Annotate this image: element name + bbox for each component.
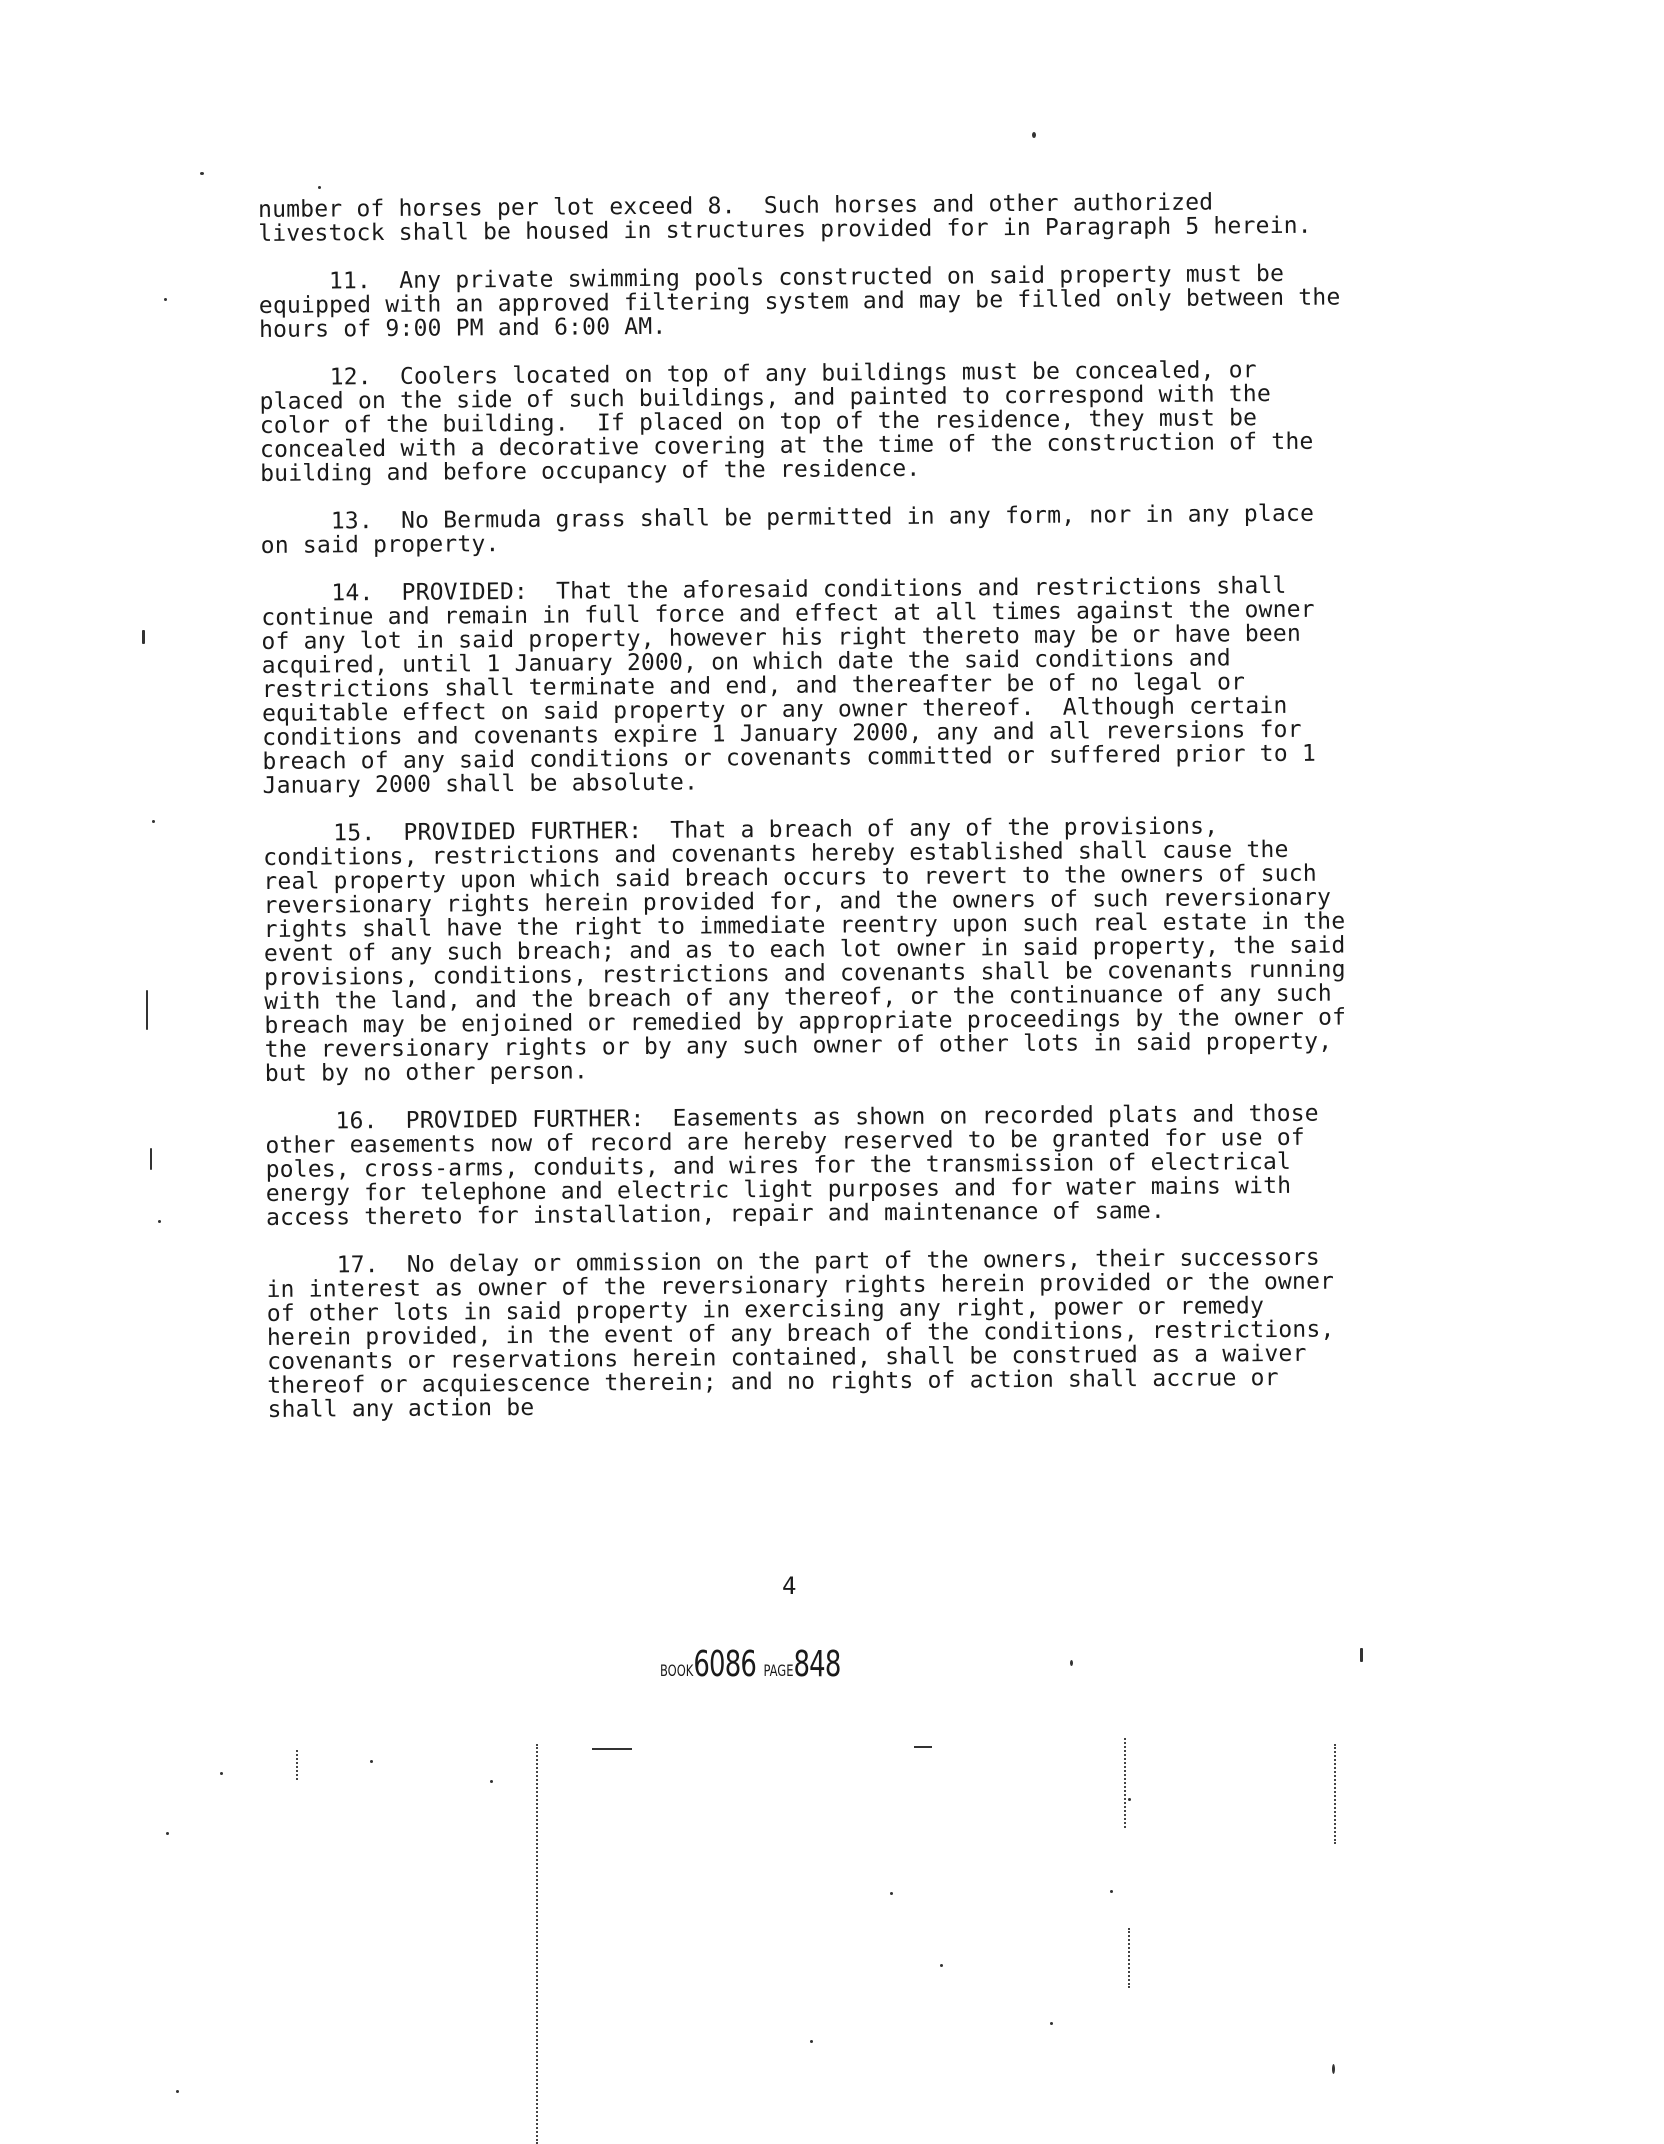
paragraph-13: 13. No Bermuda grass shall be permitted in any form, nor in any place on said property.	[260, 500, 1329, 559]
scan-speck	[146, 990, 148, 1030]
page-number: 4	[782, 1572, 797, 1600]
scan-speck	[592, 1748, 632, 1750]
scan-edge-line	[1334, 1744, 1338, 1844]
scan-edge-line	[1124, 1738, 1128, 1828]
paragraph-16: 16. PROVIDED FURTHER: Easements as shown on recorded plats and those other easements now of record are hereby reserved to be granted for use of poles, cross-arms, conduits, and wires for the transmission of electrical energy for telephone and electric light purposes and for water mains with access thereto for installation, repair and maintenance of same.	[265, 1100, 1333, 1231]
scan-speck	[200, 172, 204, 175]
scan-edge-line	[1128, 1928, 1132, 1988]
scan-speck	[370, 1760, 373, 1763]
document-body	[257, 189, 1361, 1446]
scan-speck	[318, 186, 321, 189]
scan-speck	[914, 1746, 932, 1748]
scan-speck	[150, 1148, 152, 1170]
scan-speck	[1110, 1890, 1113, 1893]
book-number: 6086	[693, 1644, 757, 1685]
paragraph-17: 17. No delay or ommission on the part of the owners, their successors in interest as owner of the reversionary rights herein provided or the owner of other lots in said property in exercising any right, power or remedy herein provided, in the event of any breach of the conditions, restrictions, covenants or reservations herein contained, shall be construed as a waiver thereof or acquiescence therein; and no rights of action shall accrue or shall any action be	[266, 1244, 1349, 1423]
scan-speck	[1128, 1798, 1131, 1801]
scan-speck	[490, 1780, 493, 1783]
scan-speck	[142, 630, 145, 644]
paragraph-continuation: number of horses per lot exceed 8. Such horses and other authorized livestock shall be housed in structures provided for in Paragraph 5 herein.	[257, 189, 1312, 247]
scan-speck	[1032, 132, 1036, 138]
scan-speck	[1070, 1660, 1073, 1666]
scan-speck	[176, 2090, 179, 2093]
scan-speck	[1360, 1648, 1363, 1662]
paragraph-15: 15. PROVIDED FURTHER: That a breach of any of the provisions, conditions, restrictions and covenants hereby established shall cause the real property upon which said breach occurs to revert to the owners of such reversionary rights herein provided for, and the owners of such reversionary rights shall have the right to immediate reentry upon such real estate in the event of any such breach; and as to each lot owner in said property, the said provisions, conditions, restrictions and covenants shall be covenants running with the land, and the breach of any thereof, or the continuance of any such breach may be enjoined or remedied by appropriate proceedings by the owner of the reversionary rights or by any such owner of other lots in said property, but by no other person.	[262, 813, 1361, 1087]
scan-speck	[166, 1832, 169, 1835]
scan-speck	[1050, 2022, 1053, 2025]
scan-speck	[158, 1220, 161, 1223]
book-page-stamp	[660, 1644, 841, 1685]
scan-edge-line	[296, 1750, 300, 1780]
scan-speck	[890, 1892, 893, 1895]
scan-speck	[810, 2040, 813, 2043]
paragraph-11: 11. Any private swimming pools constructed on said property must be equipped with an approved filtering system and may be filled only between the hours of 9:00 PM and 6:00 AM.	[258, 260, 1355, 343]
scan-speck	[164, 298, 167, 301]
scan-speck	[940, 1964, 943, 1967]
page-ref: 848	[793, 1644, 841, 1685]
page-label: PAGE	[763, 1661, 794, 1680]
paragraph-14: 14. PROVIDED: That the aforesaid conditions and restrictions shall continue and remain in full force and effect at all times against the owner of any lot in said property, however his right thereto may be or have been acquired, until 1 January 2000, on which date the said conditions and restrictions shall terminate and end, and thereafter be of no legal or equitable effect on said property or any owner thereof. Although certain conditions and covenants expire 1 January 2000, any and all reversions for breach of any said conditions or covenants committed or suffered prior to 1 January 2000 shall be absolute.	[261, 572, 1331, 799]
book-label: BOOK	[660, 1661, 694, 1680]
scan-speck	[1332, 2064, 1335, 2074]
scan-edge-line	[536, 1744, 540, 2144]
scan-speck	[220, 1772, 223, 1775]
scan-speck	[152, 820, 155, 823]
paragraph-12: 12. Coolers located on top of any buildings must be concealed, or placed on the side of such buildings, and painted to correspond with the color of the building. If placed on top of the residence, they must be concealed with a decorative covering at the time of the construction of the building and before occupancy of the residence.	[259, 357, 1328, 487]
